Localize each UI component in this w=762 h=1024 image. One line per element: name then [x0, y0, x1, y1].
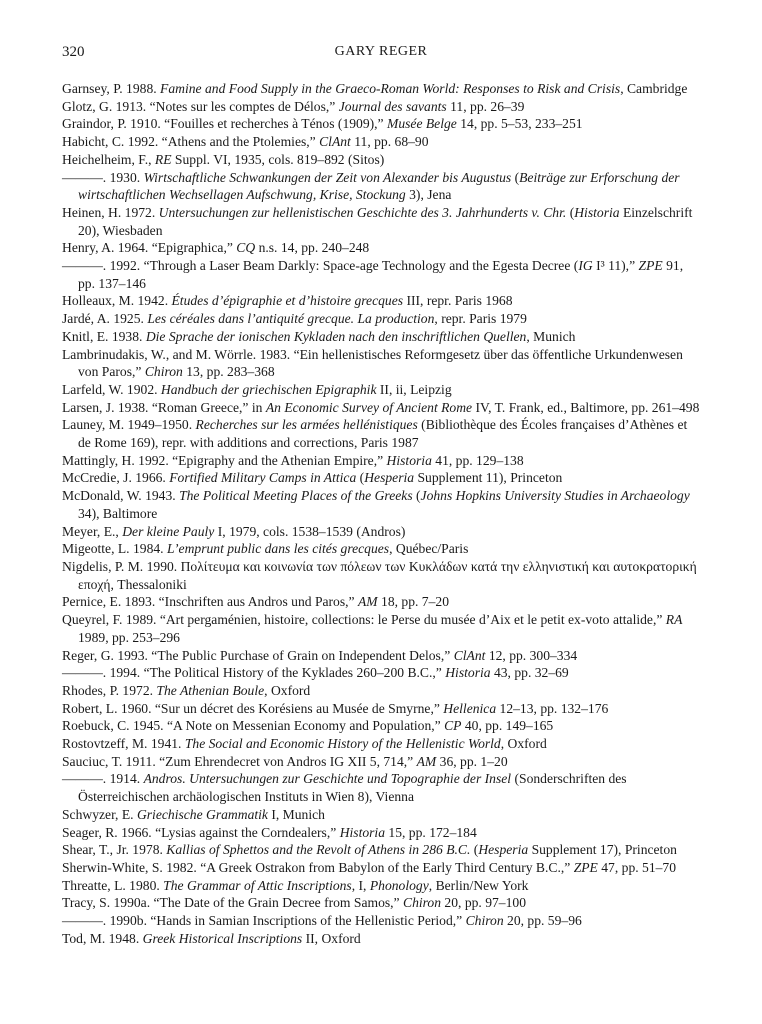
entry-text: 43, pp. 32–69	[490, 665, 569, 681]
entry-text: Habicht, C. 1992. “Athens and the Ptolemies,”	[62, 134, 320, 150]
entry-title-italic: The Grammar of Attic Inscriptions	[163, 877, 352, 893]
bibliography-entry	[62, 523, 702, 541]
entry-text: Schwyzer, E.	[62, 806, 137, 822]
entry-text: (Bibliothèque des Écoles françaises d’Athènes et de Rome 169), repr. with additions and corrections, Paris 1987	[78, 417, 688, 451]
bibliography-entry	[62, 700, 702, 718]
entry-title-italic: CP	[444, 718, 462, 734]
entry-text: II, ii, Leipzig	[376, 381, 452, 397]
entry-text: ———. 1992. “Through a Laser Beam Darkly: Space-age Technology and the Egesta Decree (	[62, 258, 579, 274]
entry-text: Pernice, E. 1893. “Inschriften aus Andros und Paros,”	[62, 594, 358, 610]
entry-text: ———. 1994. “The Political History of the Kyklades 260–200 B.C.,”	[62, 665, 446, 681]
entry-text: 15, pp. 172–184	[385, 824, 477, 840]
entry-text: 12–13, pp. 132–176	[496, 700, 609, 716]
entry-text: Suppl. VI, 1935, cols. 819–892 (Sitos)	[171, 151, 385, 167]
entry-title-italic: The Political Meeting Places of the Greeks	[179, 488, 413, 504]
bibliography-entry	[62, 717, 702, 735]
entry-title-italic: ClAnt	[453, 647, 486, 663]
bibliography-entry	[62, 80, 702, 98]
entry-text: Mattingly, H. 1992. “Epigraphy and the Athenian Empire,”	[62, 452, 387, 468]
entry-text: Sherwin-White, S. 1982. “A Greek Ostrakon from Babylon of the Early Third Century B.C.,”	[62, 859, 574, 875]
entry-text: Graindor, P. 1910. “Fouilles et recherches à Ténos (1909),”	[62, 116, 387, 132]
entry-title-italic: Journal des savants	[338, 98, 447, 114]
entry-text: 47, pp. 51–70	[597, 859, 677, 875]
entry-text: Threatte, L. 1980.	[62, 877, 164, 893]
bibliography-entry	[62, 806, 702, 824]
entry-title-italic: RE	[154, 151, 172, 167]
entry-title-italic: Historia	[339, 824, 386, 840]
bibliography-entry	[62, 399, 702, 417]
bibliography-entry	[62, 346, 702, 381]
entry-text: McDonald, W. 1943.	[62, 488, 180, 504]
entry-text: I³ 11),”	[592, 258, 639, 274]
entry-text: Roebuck, C. 1945. “A Note on Messenian Economy and Population,”	[62, 718, 445, 734]
entry-title-italic: Griechische Grammatik	[136, 806, 268, 822]
entry-title-italic: IG	[578, 258, 593, 274]
entry-text: IV, T. Frank, ed., Baltimore, pp. 261–498	[472, 399, 700, 415]
entry-text: 1989, pp. 253–296	[78, 629, 180, 645]
entry-text: Holleaux, M. 1942.	[62, 293, 172, 309]
entry-text: , Oxford	[264, 682, 311, 698]
entry-text: Garnsey, P. 1988.	[62, 81, 161, 96]
entry-text: Launey, M. 1949–1950.	[62, 417, 196, 433]
bibliography-entry	[62, 292, 702, 310]
bibliography-entry	[62, 859, 702, 877]
entry-title-italic: Fortified Military Camps in Attica	[169, 470, 357, 486]
bibliography-entry	[62, 540, 702, 558]
bibliography-entry	[62, 647, 702, 665]
entry-text: (	[356, 470, 365, 486]
bibliography-entry	[62, 487, 702, 522]
page-header	[62, 44, 700, 66]
entry-text: , Munich	[526, 328, 576, 344]
bibliography-entry	[62, 169, 702, 204]
entry-title-italic: AM	[416, 753, 437, 769]
running-head: GARY REGER	[334, 44, 428, 59]
entry-title-italic: Hesperia	[364, 470, 415, 486]
bibliography-entry	[62, 133, 702, 151]
entry-title-italic: Chiron	[403, 895, 442, 911]
entry-text: (	[470, 842, 479, 858]
entry-title-italic: Beiträge zur Erforschung der wirtschaftlichen Wechsellagen Aufschwung, Krise, Stockung	[78, 169, 680, 203]
entry-text: Henry, A. 1964. “Epigraphica,”	[62, 240, 237, 256]
entry-text: Robert, L. 1960. “Sur un décret des Korésiens au Musée de Smyrne,”	[62, 700, 444, 716]
bibliography-entry	[62, 894, 702, 912]
entry-title-italic: ClAnt	[319, 134, 351, 150]
entry-text: Meyer, E.,	[62, 523, 123, 539]
entry-text: 18, pp. 7–20	[377, 594, 449, 610]
entry-text: ———. 1990b. “Hands in Samian Inscriptions of the Hellenistic Period,”	[62, 913, 466, 929]
entry-title-italic: An Economic Survey of Ancient Rome	[265, 399, 473, 415]
entry-text: Nigdelis, P. M. 1990. Πολίτευμα και κοινωνία των πόλεων των Κυκλάδων κατά την ελληνιστική και αυτοκρατορική εποχή, Thessaloniki	[62, 558, 697, 592]
entry-title-italic: Chiron	[465, 913, 504, 929]
entry-title-italic: Hellenica	[443, 700, 497, 716]
entry-text: 3), Jena	[405, 187, 452, 203]
bibliography-entry	[62, 239, 702, 257]
bibliography-entry	[62, 770, 702, 805]
bibliography-entry	[62, 381, 702, 399]
entry-title-italic: Historia	[386, 452, 432, 468]
entry-text: McCredie, J. 1966.	[62, 470, 170, 486]
entry-title-italic: Études d’épigraphie et d’histoire grecques	[171, 293, 404, 309]
entry-text: , I,	[351, 877, 370, 893]
entry-title-italic: The Social and Economic History of the Hellenistic World	[184, 736, 501, 752]
entry-text: I, Munich	[267, 806, 325, 822]
entry-text: (	[511, 169, 520, 185]
entry-title-italic: Andros. Untersuchungen zur Geschichte und Topographie der Insel	[143, 771, 512, 787]
entry-text: (	[412, 488, 421, 504]
entry-text: Queyrel, F. 1989. “Art pergaménien, histoire, collections: le Perse du musée d’Aix et le petit ex-voto attalide,”	[62, 612, 666, 628]
bibliography-entry	[62, 98, 702, 116]
entry-text: Jardé, A. 1925.	[62, 311, 148, 327]
entry-title-italic: Chiron	[144, 364, 183, 380]
entry-text: ———. 1930.	[62, 169, 144, 185]
bibliography-entry	[62, 912, 702, 930]
entry-title-italic: Les céréales dans l’antiquité grecque. La production	[147, 311, 435, 327]
entry-title-italic: Kallias of Sphettos and the Revolt of Athens in 286 B.C.	[166, 842, 471, 858]
entry-title-italic: RA	[665, 612, 683, 628]
bibliography-entry	[62, 841, 702, 859]
entry-text: 34), Baltimore	[78, 505, 158, 521]
entry-text: Einzelschrift 20), Wiesbaden	[78, 204, 693, 238]
entry-text: (Sonderschriften des Österreichischen archäologischen Instituts in Wien 8), Vienna	[78, 771, 627, 805]
entry-title-italic: Wirtschaftliche Schwankungen der Zeit von Alexander bis Augustus	[143, 169, 512, 185]
entry-text: 91, pp. 137–146	[78, 258, 684, 291]
entry-title-italic: Recherches sur les armées hellénistiques	[195, 417, 418, 433]
entry-text: Rhodes, P. 1972.	[62, 682, 157, 698]
bibliography-entry	[62, 416, 702, 451]
bibliography-entry	[62, 735, 702, 753]
entry-text: , repr. Paris 1979	[434, 311, 527, 327]
entry-title-italic: Johns Hopkins University Studies in Archaeology	[420, 488, 690, 504]
entry-text: 41, pp. 129–138	[431, 452, 524, 468]
bibliography-entry	[62, 930, 702, 948]
entry-text: Heichelheim, F.,	[62, 151, 155, 167]
entry-text: Larsen, J. 1938. “Roman Greece,” in	[62, 399, 266, 415]
entry-text: Tod, M. 1948.	[62, 930, 143, 946]
bibliography-entry	[62, 452, 702, 470]
entry-text: Sauciuc, T. 1911. “Zum Ehrendecret von Andros IG XII 5, 714,”	[62, 753, 417, 769]
entry-text: 13, pp. 283–368	[182, 364, 275, 380]
entry-text: 12, pp. 300–334	[485, 647, 578, 663]
entry-title-italic: ZPE	[573, 859, 598, 875]
bibliography-list	[62, 80, 702, 947]
entry-text: Supplement 17), Princeton	[528, 842, 677, 858]
entry-title-italic: Die Sprache der ionischen Kykladen nach den inschriftlichen Quellen	[145, 328, 527, 344]
entry-text: 20, pp. 59–96	[503, 913, 582, 929]
entry-text: 20, pp. 97–100	[441, 895, 526, 911]
bibliography-entry	[62, 310, 702, 328]
entry-text: Seager, R. 1966. “Lysias against the Corndealers,”	[62, 824, 340, 840]
entry-title-italic: Untersuchungen zur hellenistischen Geschichte des 3. Jahrhunderts v. Chr.	[158, 204, 567, 220]
bibliography-entry	[62, 151, 702, 169]
entry-text: , Cambridge	[620, 81, 688, 96]
bibliography-entry	[62, 824, 702, 842]
entry-title-italic: L’emprunt public dans les cités grecques	[166, 541, 390, 557]
entry-title-italic: CQ	[236, 240, 256, 256]
entry-text: Heinen, H. 1972.	[62, 204, 159, 220]
entry-text: 11, pp. 26–39	[446, 98, 525, 114]
entry-text: Knitl, E. 1938.	[62, 328, 146, 344]
entry-text: 40, pp. 149–165	[461, 718, 554, 734]
bibliography-entry	[62, 469, 702, 487]
entry-text: 14, pp. 5–53, 233–251	[456, 116, 583, 132]
entry-text: (	[566, 204, 575, 220]
entry-text: Shear, T., Jr. 1978.	[62, 842, 167, 858]
bibliography-entry	[62, 593, 702, 611]
entry-text: I, 1979, cols. 1538–1539 (Andros)	[214, 523, 406, 539]
entry-title-italic: Historia	[574, 204, 620, 220]
entry-title-italic: ZPE	[638, 258, 663, 274]
entry-title-italic: Historia	[445, 665, 491, 681]
bibliography-entry	[62, 558, 702, 593]
entry-text: II, Oxford	[302, 930, 361, 946]
entry-text: 36, pp. 1–20	[436, 753, 508, 769]
entry-title-italic: The Athenian Boule	[156, 682, 265, 698]
bibliography-entry	[62, 328, 702, 346]
entry-title-italic: Famine and Food Supply in the Graeco-Roman World: Responses to Risk and Crisis	[160, 81, 621, 96]
bibliography-entry	[62, 682, 702, 700]
entry-text: Glotz, G. 1913. “Notes sur les comptes de Délos,”	[62, 98, 339, 114]
entry-text: Reger, G. 1993. “The Public Purchase of Grain on Independent Delos,”	[62, 647, 454, 663]
entry-text: III, repr. Paris 1968	[403, 293, 513, 309]
entry-title-italic: Greek Historical Inscriptions	[142, 930, 303, 946]
entry-text: Rostovtzeff, M. 1941.	[62, 736, 185, 752]
entry-text: ———. 1914.	[62, 771, 144, 787]
entry-text: Larfeld, W. 1902.	[62, 381, 161, 397]
bibliography-entry	[62, 611, 702, 646]
bibliography-entry	[62, 257, 702, 292]
entry-title-italic: Handbuch der griechischen Epigraphik	[160, 381, 377, 397]
page-number: 320	[62, 44, 85, 60]
entry-title-italic: AM	[357, 594, 378, 610]
entry-title-italic: Der kleine Pauly	[122, 523, 215, 539]
bibliography-entry	[62, 753, 702, 771]
entry-text: Tracy, S. 1990a. “The Date of the Grain Decree from Samos,”	[62, 895, 403, 911]
bibliography-entry	[62, 115, 702, 133]
entry-title-italic: Phonology	[369, 877, 429, 893]
entry-text: , Oxford	[500, 736, 547, 752]
bibliography-entry	[62, 204, 702, 239]
entry-text: 11, pp. 68–90	[350, 134, 429, 150]
entry-text: Lambrinudakis, W., and M. Wörrle. 1983. “Ein hellenistisches Reformgesetz über das öffentliche Urkundenwesen von Paros,”	[62, 346, 683, 380]
entry-title-italic: Musée Belge	[387, 116, 457, 132]
entry-title-italic: Hesperia	[478, 842, 529, 858]
entry-text: n.s. 14, pp. 240–248	[255, 240, 370, 256]
bibliography-entry	[62, 664, 702, 682]
entry-text: , Berlin/New York	[428, 877, 529, 893]
entry-text: , Québec/Paris	[389, 541, 469, 557]
entry-text: Migeotte, L. 1984.	[62, 541, 167, 557]
entry-text: Supplement 11), Princeton	[414, 470, 563, 486]
bibliography-entry	[62, 877, 702, 895]
